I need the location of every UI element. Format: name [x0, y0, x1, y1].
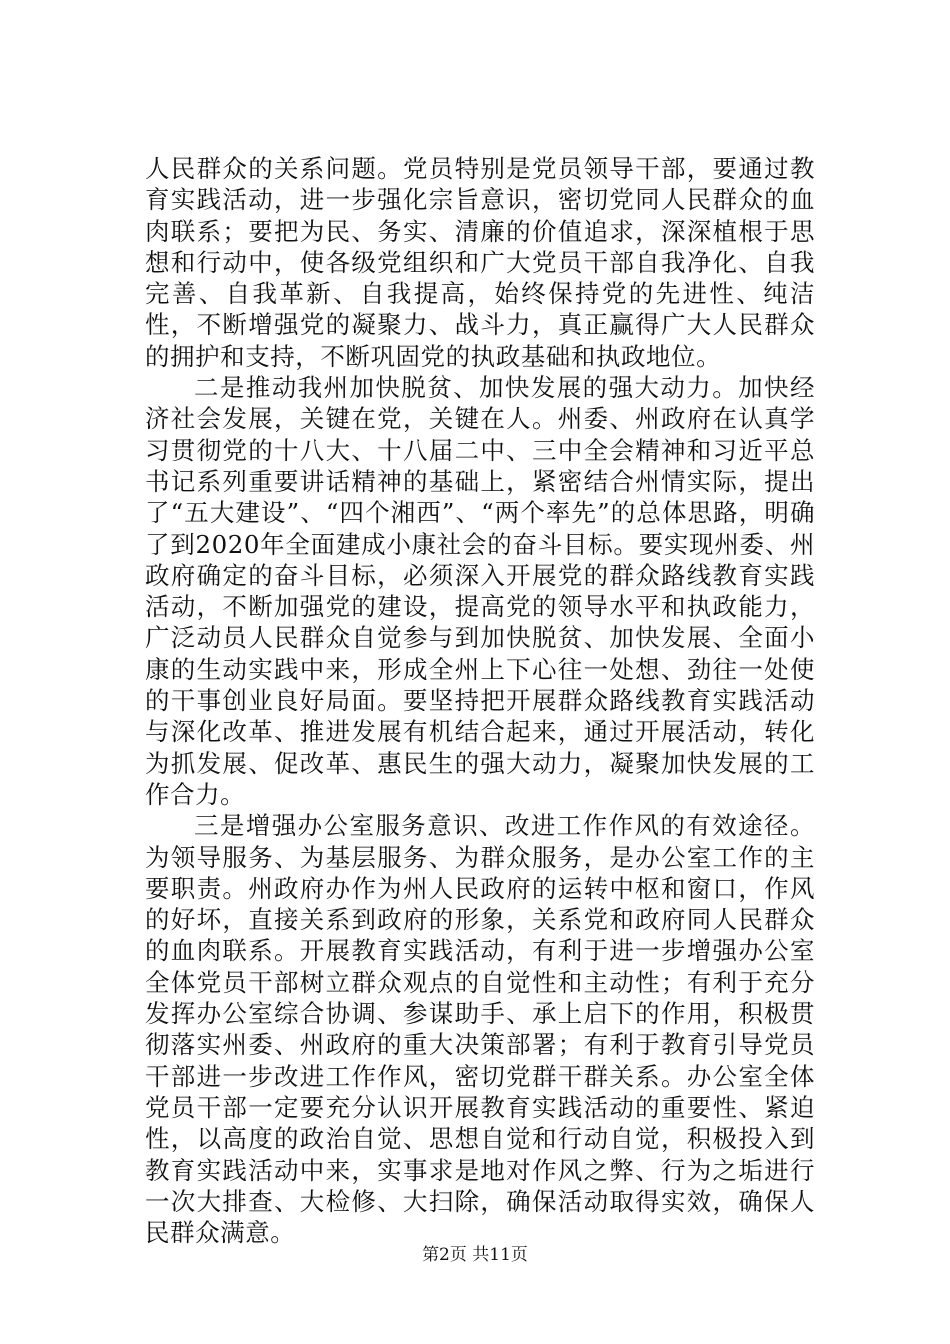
paragraph-2: 二是推动我州加快脱贫、加快发展的强大动力。加快经济社会发展，关键在党，关键在人。州委、州政府在认真学习贯彻党的十八大、十八届二中、三中全会精神和习近平总书记系列重要讲话精神的基础上，紧密结合州情实际，提出了“五大建设”、“四个湘西”、“两个率先”的总体思路，明确了到2020年全面建成小康社会的奋斗目标。要实现州委、州政府确定的奋斗目标，必须深入开展党的群众路线教育实践活动，不断加强党的建设，提高党的领导水平和执政能力，广泛动员人民群众自觉参与到加快脱贫、加快发展、全面小康的生动实践中来，形成全州上下心往一处想、劲往一处使的干事创业良好局面。要坚持把开展群众路线教育实践活动与深化改革、推进发展有机结合起来，通过开展活动，转化为抓发展、促改革、惠民生的强大动力，凝聚加快发展的工作合力。 — [145, 373, 815, 809]
page-number-label: 第2页 共11页 — [422, 1245, 528, 1265]
document-body — [145, 153, 815, 1248]
page-footer — [0, 1240, 950, 1265]
paragraph-3: 三是增强办公室服务意识、改进工作作风的有效途径。为领导服务、为基层服务、为群众服务，是办公室工作的主要职责。州政府办作为州人民政府的运转中枢和窗口，作风的好坏，直接关系到政府的形象，关系党和政府同人民群众的血肉联系。开展教育实践活动，有利于进一步增强办公室全体党员干部树立群众观点的自觉性和主动性；有利于充分发挥办公室综合协调、参谋助手、承上启下的作用，积极贯彻落实州委、州政府的重大决策部署；有利于教育引导党员干部进一步改进工作作风，密切党群干群关系。办公室全体党员干部一定要充分认识开展教育实践活动的重要性、紧迫性，以高度的政治自觉、思想自觉和行动自觉，积极投入到教育实践活动中来，实事求是地对作风之弊、行为之垢进行一次大排查、大检修、大扫除，确保活动取得实效，确保人民群众满意。 — [145, 811, 815, 1248]
paragraph-1: 人民群众的关系问题。党员特别是党员领导干部，要通过教育实践活动，进一步强化宗旨意识，密切党同人民群众的血肉联系；要把为民、务实、清廉的价值追求，深深植根于思想和行动中，使各级党组织和广大党员干部自我净化、自我完善、自我革新、自我提高，始终保持党的先进性、纯洁性，不断增强党的凝聚力、战斗力，真正赢得广大人民群众的拥护和支持，不断巩固党的执政基础和执政地位。 — [145, 154, 815, 371]
